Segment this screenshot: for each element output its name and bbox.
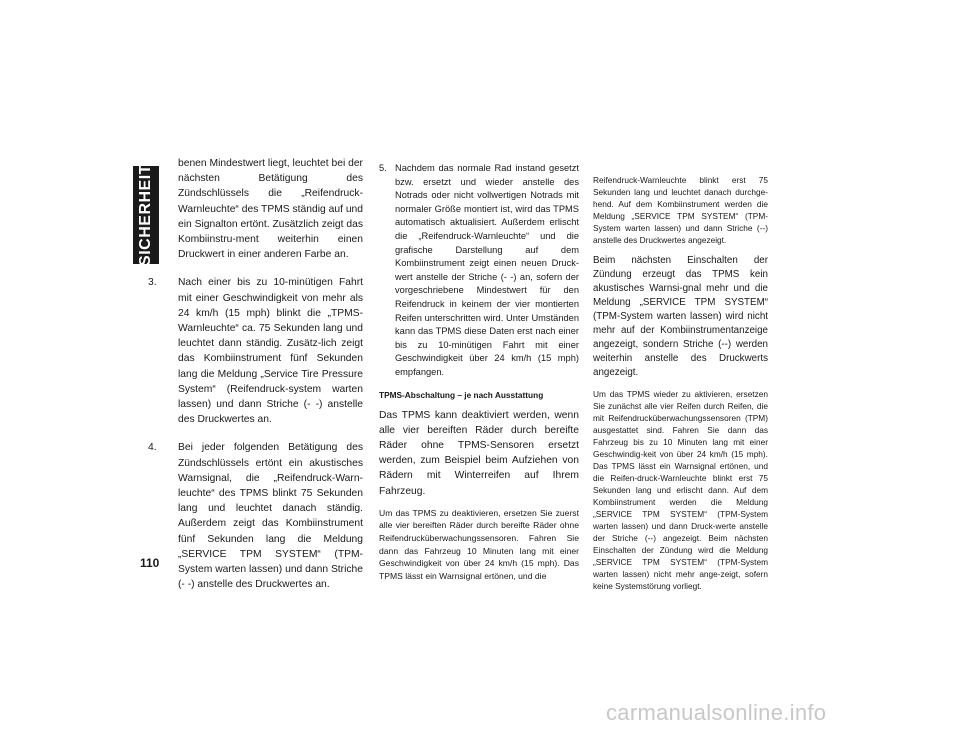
paragraph: Beim nächsten Einschalten der Zündung erzeugt das TPMS kein akustisches Warnsi-gnal mehr und die Meldung „SERVICE TPM SYSTEM“ (TPM-System warten lassen) wird nicht mehr auf der Kombiinstrumentanzeige angezeigt, sondern Striche (--) werden weiterhin anstelle des Druckwerts angezeigt. bbox=[593, 255, 768, 378]
intro-paragraph: benen Mindestwert liegt, leuchtet bei der nächsten Betätigung des Zündschlüssels die „Reifendruck-Warnleuchte“ des TPMS ständig auf und ein Signalton ertönt. Zusätzlich zeigt das Kombiinstru-ment weiterhin einen Druckwert in einer anderen Farbe an. bbox=[178, 158, 363, 261]
column-middle bbox=[379, 162, 579, 582]
list-item-text: Nach einer bis zu 10-minütigen Fahrt mit einer Geschwindigkeit von mehr als 24 km/h (15 mph) blinkt die „TPMS-Warnleuchte“ ca. 75 Sekunden lang und leuchtet dann ständig. Zusätz-lich zeigt das Kombiinstrument fünf Sekunden lang die Meldung „Service Tire Pressure System“ (Reifendruck-system warten lassen) und dann Striche (- -) anstelle des Druckwertes an. bbox=[178, 277, 363, 426]
list-number: 4. bbox=[148, 442, 157, 454]
column-left bbox=[148, 156, 363, 592]
list-number: 3. bbox=[148, 277, 157, 289]
paragraph: Um das TPMS wieder zu aktivieren, ersetzen Sie zunächst alle vier Reifen durch Reifen, die mit Reifendrucküberwachungssensoren (TPM) ausgestattet sind. Fahren Sie dann das Fahrzeug bis zu 10 Minuten lang mit einer Geschwindig-keit von über 24 km/h (15 mph). Das TPMS lässt ein Warnsignal ertönen, und die Reifen-druck-Warnleuchte blinkt erst 75 Sekunden lang und erlischt dann. Auf dem Kombiinstrument werden die Meldung „SERVICE TPM SYSTEM“ (TPM-System warten lassen) und dann Druck-werte anstelle der Striche (--) angezeigt. Beim nächsten Einschalten der Zündung wird die Meldung „SERVICE TPM SYSTEM“ (TPM-System warten lassen) nicht mehr ange-zeigt, sofern keine Systemstörung vorliegt. bbox=[593, 389, 768, 591]
list-item-3 bbox=[148, 275, 363, 427]
list-number: 5. bbox=[379, 163, 387, 173]
list-item-5 bbox=[379, 162, 579, 380]
paragraph: Das TPMS kann deaktiviert werden, wenn alle vier bereiften Räder durch bereifte Räder ohne TPMS-Sensoren ersetzt werden, zum Beispiel beim Aufziehen von Rädern mit Winterreifen auf Ihrem Fahrzeug. bbox=[379, 409, 579, 497]
section-heading: TPMS-Abschaltung – je nach Ausstattung bbox=[379, 389, 544, 400]
list-item-text: Nachdem das normale Rad instand gesetzt bzw. ersetzt und wieder anstelle des Notrads oder nicht vollwertigen Notrads mit normaler Größe montiert ist, wird das TPMS automatisch aktualisiert. Außerdem erlischt die „Reifendruck-Warnleuchte“ und die grafische Darstellung auf dem Kombiinstrument zeigt einen neuen Druck-wert anstelle der Striche (- -) an, sofern der vorgeschriebene Mindestwert für den Reifendruck in keinem der vier montierten Reifen unterschritten wird. Unter Umständen kann das TPMS diese Daten erst nach einer bis zu 10-minütigen Fahrt mit einer Geschwindigkeit über 24 km/h (15 mph) empfangen. bbox=[395, 163, 579, 377]
page-number: 110 bbox=[140, 556, 160, 570]
paragraph: Um das TPMS zu deaktivieren, ersetzen Sie zuerst alle vier bereiften Räder durch bereifte Räder ohne Reifendrucküberwachungssensoren. Fahren Sie dann das Fahrzeug 10 Minuten lang mit einer Geschwindigkeit von über 24 km/h (15 mph). Das TPMS lässt ein Warnsignal ertönen, und die bbox=[379, 507, 579, 581]
list-item-text: Bei jeder folgenden Betätigung des Zündschlüssels ertönt ein akustisches Warnsignal, die „Reifendruck-Warn-leuchte“ des TPMS blinkt 75 Sekunden lang und leuchtet danach ständig. Außerdem zeigt das Kombiinstrument fünf Sekunden lang die Meldung „SERVICE TPM SYSTEM“ (TPM-System warten lassen) und dann Striche (- -) anstelle des Druckwertes an. bbox=[178, 442, 363, 591]
column-right bbox=[593, 174, 768, 592]
section-tab-label: SICHERHEIT bbox=[137, 164, 154, 266]
list-item-4 bbox=[148, 440, 363, 592]
watermark: carmanualsonline.info bbox=[606, 700, 827, 725]
paragraph: Reifendruck-Warnleuchte blinkt erst 75 Sekunden lang und leuchtet danach durchge-hend. Auf dem Kombiinstrument werden die Meldung „SERVICE TPM SYSTEM“ (TPM-System warten lassen) und dann Striche (--) anstelle des Druckwertes angezeigt. bbox=[593, 175, 768, 245]
